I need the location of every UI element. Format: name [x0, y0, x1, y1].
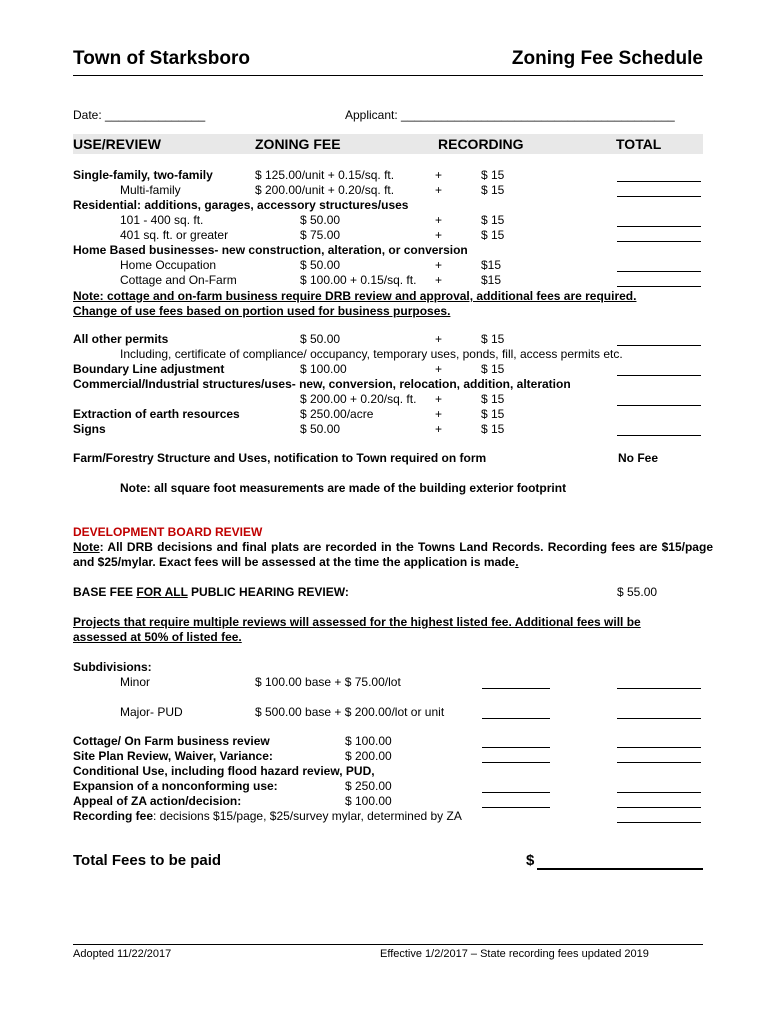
row-fee: $ 50.00 — [300, 213, 341, 227]
site-plan-label: Site Plan Review, Waiver, Variance: — [73, 749, 273, 763]
row-recording: $15 — [481, 273, 502, 287]
total-blank[interactable] — [617, 762, 701, 763]
pud-label: Major- PUD — [120, 705, 183, 719]
row-plus: + — [435, 422, 443, 436]
column-header-bar — [73, 134, 703, 154]
site-plan-fee: $ 200.00 — [345, 749, 392, 763]
row-recording: $ 15 — [481, 392, 505, 406]
total-blank[interactable] — [617, 792, 701, 793]
total-fees-blank[interactable] — [537, 868, 703, 870]
total-blank[interactable] — [617, 286, 701, 287]
conditional-use-label: Conditional Use, including flood hazard review, PUD, — [73, 764, 375, 778]
base-fee-value: $ 55.00 — [617, 585, 658, 599]
total-blank[interactable] — [617, 718, 701, 719]
cottage-review-label: Cottage/ On Farm business review — [73, 734, 270, 748]
row-label: All other permits — [73, 332, 169, 346]
drb-note-end: . — [515, 555, 519, 569]
total-blank[interactable] — [617, 375, 701, 376]
row-label: Signs — [73, 422, 106, 436]
section-heading: Commercial/Industrial structures/uses- new, conversion, relocation, addition, alteration — [73, 377, 571, 391]
section-heading: Home Based businesses- new construction, alteration, or conversion — [73, 243, 468, 257]
total-fees-label: Total Fees to be paid — [73, 852, 222, 869]
row-recording: $ 15 — [481, 183, 505, 197]
section-heading: Residential: additions, garages, accessory structures/uses — [73, 198, 409, 212]
col-recording: RECORDING — [438, 136, 524, 152]
total-blank[interactable] — [617, 807, 701, 808]
total-dollar-sign: $ — [526, 852, 535, 869]
pud-fee: $ 500.00 base + $ 200.00/lot or unit — [255, 705, 445, 719]
row-plus: + — [435, 407, 443, 421]
note-cottage: Note: cottage and on-farm business require DRB review and approval, additional fees are required. — [73, 289, 637, 303]
minor-fee: $ 100.00 base + $ 75.00/lot — [255, 675, 401, 689]
multi-review-note: Projects that require multiple reviews will assessed for the highest listed fee. Additional fees will be assessed at 50% of listed fee. — [73, 615, 641, 644]
base-fee-label — [73, 585, 349, 600]
appeal-label: Appeal of ZA action/decision: — [73, 794, 242, 808]
recording-fee-text: : decisions $15/page, $25/survey mylar, determined by ZA — [153, 809, 462, 823]
drb-note — [73, 540, 713, 570]
appeal-fee: $ 100.00 — [345, 794, 392, 808]
row-plus: + — [435, 258, 443, 272]
col-use-review: USE/REVIEW — [73, 136, 161, 152]
row-recording: $ 15 — [481, 228, 505, 242]
total-blank[interactable] — [617, 181, 701, 182]
row-fee: $ 125.00/unit + 0.15/sq. ft. — [255, 168, 395, 182]
recording-blank[interactable] — [482, 807, 550, 808]
total-blank[interactable] — [617, 226, 701, 227]
farm-no-fee: No Fee — [618, 451, 659, 465]
recording-blank[interactable] — [482, 747, 550, 748]
row-label: Home Occupation — [120, 258, 217, 272]
applicant-field[interactable]: Applicant: _________________________________________ — [345, 108, 675, 122]
total-blank[interactable] — [617, 271, 701, 272]
row-recording: $ 15 — [481, 168, 505, 182]
subdivisions-heading: Subdivisions: — [73, 660, 152, 674]
total-blank[interactable] — [617, 822, 701, 823]
row-plus: + — [435, 183, 443, 197]
header-rule — [73, 75, 703, 76]
recording-fee-line — [73, 809, 462, 824]
nonconforming-fee: $ 250.00 — [345, 779, 392, 793]
row-plus: + — [435, 228, 443, 242]
row-recording: $ 15 — [481, 422, 505, 436]
recording-blank[interactable] — [482, 792, 550, 793]
farm-label: Farm/Forestry Structure and Uses, notification to Town required on form — [73, 451, 487, 465]
total-blank[interactable] — [617, 688, 701, 689]
total-blank[interactable] — [617, 196, 701, 197]
document-title: Zoning Fee Schedule — [511, 48, 703, 69]
footer-rule — [73, 944, 703, 945]
col-zoning-fee: ZONING FEE — [255, 136, 341, 152]
total-blank[interactable] — [617, 747, 701, 748]
row-label: 101 - 400 sq. ft. — [120, 213, 204, 227]
row-fee: $ 50.00 — [300, 422, 341, 436]
row-fee: $ 200.00/unit + 0.20/sq. ft. — [255, 183, 395, 197]
row-label: Cottage and On-Farm — [120, 273, 237, 287]
col-total: TOTAL — [616, 136, 662, 152]
row-fee: $ 100.00 — [300, 362, 347, 376]
recording-blank[interactable] — [482, 688, 550, 689]
row-label: Single-family, two-family — [73, 168, 213, 182]
note-square-foot: Note: all square foot measurements are made of the building exterior footprint — [120, 481, 567, 495]
row-label: Multi-family — [120, 183, 181, 197]
row-plus: + — [435, 332, 443, 346]
row-fee: $ 75.00 — [300, 228, 341, 242]
cottage-review-fee: $ 100.00 — [345, 734, 392, 748]
row-fee: $ 50.00 — [300, 258, 341, 272]
drb-note-label: Note — [73, 540, 100, 554]
recording-fee-label: Recording fee — [73, 809, 154, 823]
row-recording: $ 15 — [481, 362, 505, 376]
base-fee-pre: BASE FEE — [73, 585, 137, 599]
adopted-date: Adopted 11/22/2017 — [73, 948, 172, 960]
recording-blank[interactable] — [482, 762, 550, 763]
row-fee: $ 100.00 + 0.15/sq. ft. — [300, 273, 417, 287]
town-name: Town of Starksboro — [73, 48, 250, 69]
row-fee: $ 50.00 — [300, 332, 341, 346]
row-recording: $ 15 — [481, 407, 505, 421]
row-fee: $ 200.00 + 0.20/sq. ft. — [300, 392, 417, 406]
date-field[interactable]: Date: _______________ — [73, 108, 206, 122]
row-plus: + — [435, 213, 443, 227]
row-plus: + — [435, 168, 443, 182]
recording-blank[interactable] — [482, 718, 550, 719]
row-plus: + — [435, 362, 443, 376]
row-recording: $ 15 — [481, 213, 505, 227]
row-recording: $ 15 — [481, 332, 505, 346]
note-change-of-use: Change of use fees based on portion used for business purposes. — [73, 304, 451, 318]
row-fee: $ 250.00/acre — [300, 407, 374, 421]
nonconforming-label: Expansion of a nonconforming use: — [73, 779, 278, 793]
row-plus: + — [435, 273, 443, 287]
row-label: Boundary Line adjustment — [73, 362, 225, 376]
row-label: 401 sq. ft. or greater — [120, 228, 229, 242]
total-blank[interactable] — [617, 345, 701, 346]
row-label: Extraction of earth resources — [73, 407, 240, 421]
total-blank[interactable] — [617, 435, 701, 436]
total-blank[interactable] — [617, 405, 701, 406]
base-fee-for-all: FOR ALL — [136, 585, 188, 599]
base-fee-post: PUBLIC HEARING REVIEW: — [187, 585, 349, 599]
drb-title: DEVELOPMENT BOARD REVIEW — [73, 525, 263, 539]
row-recording: $15 — [481, 258, 502, 272]
row-plus: + — [435, 392, 443, 406]
effective-date: Effective 1/2/2017 – State recording fees updated 2019 — [380, 948, 649, 960]
minor-label: Minor — [120, 675, 151, 689]
drb-note-text: : All DRB decisions and final plats are recorded in the Towns Land Records. Recording fees are $15/page and $25/mylar. Exact fees will be assessed at the time the application is made — [73, 540, 713, 569]
total-blank[interactable] — [617, 241, 701, 242]
row-detail: Including, certificate of compliance/ occupancy, temporary uses, ponds, fill, access permits etc. — [120, 347, 623, 361]
